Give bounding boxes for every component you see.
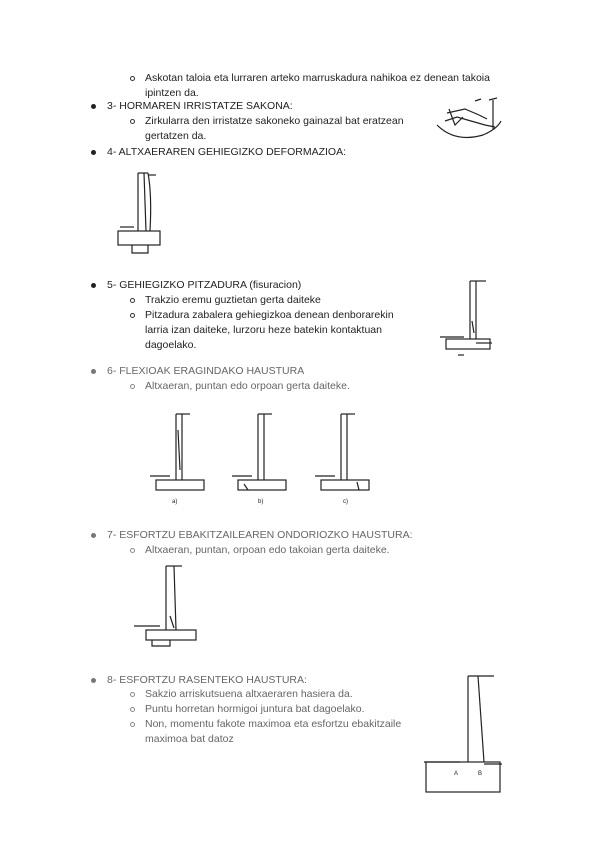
flexure-figure-b [232, 410, 292, 510]
sub-bullet [130, 722, 135, 727]
bullet [91, 678, 96, 683]
bullet [91, 533, 96, 538]
section-5-sub-1: Trakzio eremu guztietan gerta daiteke [145, 294, 321, 306]
section-7-heading: 7- ESFORTZU EBAKITZAILEAREN ONDORIOZKO HAUSTURA: [107, 529, 413, 541]
bullet [91, 150, 96, 155]
figure-label-b: b) [258, 499, 264, 505]
deep-slip-figure [435, 95, 505, 145]
section-6-heading: 6- FLEXIOAK ERAGINDAKO HAUSTURA [107, 365, 305, 377]
bullet [91, 104, 96, 109]
figure-label-a: a) [172, 499, 178, 505]
deformation-figure [112, 165, 172, 260]
section-4-heading: 4- ALTXAERAREN GEHIEGIZKO DEFORMAZIOA: [107, 146, 347, 158]
flexure-figure-a [150, 410, 210, 510]
section-5-heading: 5- GEHIEGIZKO PITZADURA (fisuracion) [107, 279, 302, 291]
shear-figure [130, 560, 200, 655]
section-8-sub-3-line-1: Non, momentu fakote maximoa eta esfortzu ebakitzaile [145, 718, 402, 730]
section-3-sub-line-1: Zirkularra den irristatze sakoneko gainazal bat eratzean [145, 115, 404, 127]
section-5-sub-2-line-2: larria izan daiteke, lurzoru heze batekin kontaktuan [145, 324, 382, 336]
section-8-sub-2: Puntu horretan hormigoi juntura bat dagoelako. [145, 703, 365, 715]
section-3-heading: 3- HORMAREN IRRISTATZE SAKONA: [107, 100, 293, 112]
section-3-sub-line-2: gertatzen da. [145, 130, 207, 142]
section-5-sub-2-line-3: dagoelako. [145, 339, 197, 351]
section-8-sub-1: Sakzio arriskutsuena altxaeraren hasiera da. [145, 688, 353, 700]
intro-line-1: Askotan taloia eta lurraren arteko marruskadura nahikoa ez denean takoia [145, 72, 490, 84]
flexure-figure-c [315, 410, 375, 510]
sub-bullet [130, 692, 135, 697]
figure-label-a: A [454, 771, 459, 777]
section-8-sub-3-line-2: maximoa bat datoz [145, 733, 234, 745]
figure-label-b: B [478, 771, 483, 777]
section-5-sub-2-line-1: Pitzadura zabalera gehiegizkoa denean denborarekin [145, 309, 394, 321]
sub-bullet [130, 548, 135, 553]
sub-bullet [130, 313, 135, 318]
section-7-sub-1: Altxaeran, puntan, orpoan edo takoian gerta daiteke. [145, 544, 390, 556]
sliding-shear-figure [420, 672, 505, 797]
cracking-figure [438, 275, 498, 365]
section-8-heading: 8- ESFORTZU RASENTEKO HAUSTURA: [107, 674, 307, 686]
intro-line-2: ipintzen da. [145, 87, 199, 99]
section-6-sub-1: Altxaeran, puntan edo orpoan gerta daiteke. [145, 380, 350, 392]
sub-bullet [130, 76, 135, 81]
sub-bullet [130, 384, 135, 389]
sub-bullet [130, 707, 135, 712]
bullet [91, 369, 96, 374]
figure-label-c: c) [343, 499, 348, 505]
sub-bullet [130, 298, 135, 303]
bullet [91, 283, 96, 288]
sub-bullet [130, 119, 135, 124]
